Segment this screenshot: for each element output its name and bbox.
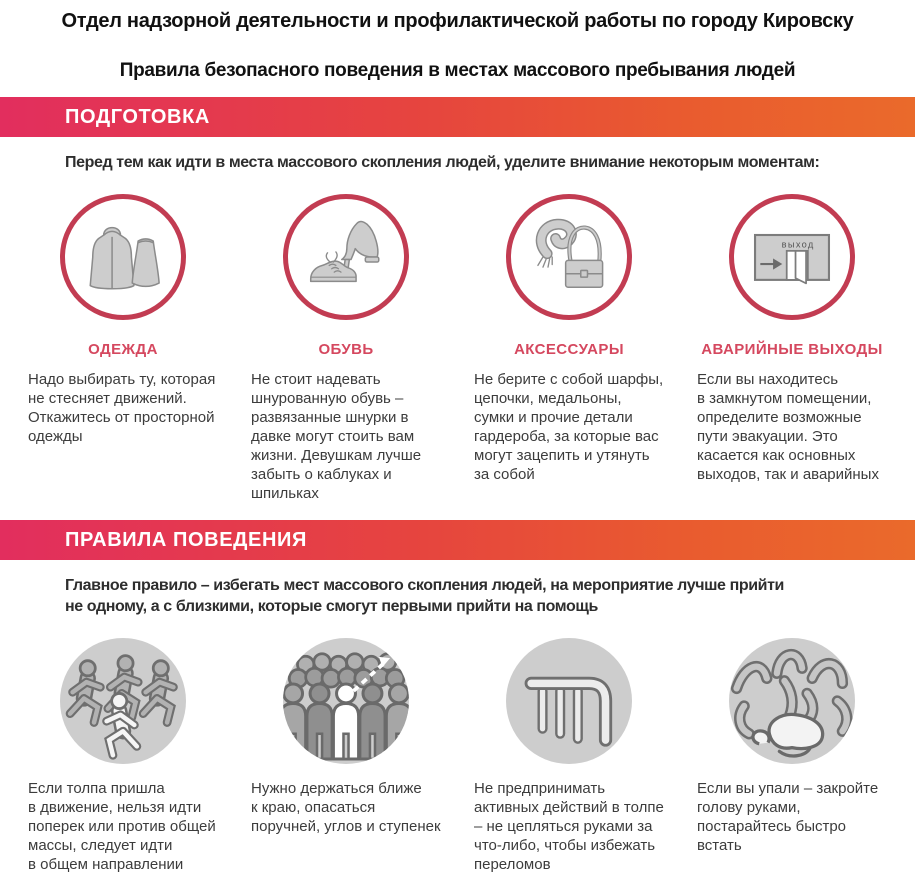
section2-intro-text: Главное правило – избегать мест массового скопления людей, на мероприятие лучше прийти не одному, а с близкими, которые смогут первыми прийти на помощь [65, 577, 784, 615]
page-subtitle: Правила безопасного поведения в местах массового пребывания людей [119, 60, 796, 81]
moving-crowd-text: Если толпа пришла в движение, нельзя идти поперек или против общей массы, следует идти в общем направлении [28, 779, 216, 873]
moving-crowd-icon [60, 638, 186, 764]
section1-cards [0, 194, 915, 503]
card-railing [474, 638, 664, 874]
railing-icon [506, 638, 632, 764]
exit-sign-text: выход [781, 239, 815, 250]
card-moving-crowd [28, 638, 218, 874]
fallen-person-circle [729, 638, 855, 764]
card-clothing [28, 194, 218, 503]
shoes-text: Не стоит надевать шнурованную обувь – развязанные шнурки в давке могут стоить вам жизни. Девушкам лучше забыть о каблуках и шпильках [251, 370, 422, 503]
emergency-exit-icon [748, 213, 836, 301]
shoes-label: ОБУВЬ [318, 340, 374, 358]
card-emergency-exits [697, 194, 887, 503]
emergency-exits-text: Если вы находитесь в замкнутом помещении, определите возможные пути эвакуации. Это касается как основных выходов, так и аварийных [697, 370, 879, 484]
section2-cards [0, 638, 915, 874]
clothing-icon [81, 215, 165, 299]
clothing-label: ОДЕЖДА [88, 340, 158, 358]
railing-text: Не предпринимать активных действий в толпе – не цепляться руками за что-либо, чтобы избежать переломов [474, 779, 664, 873]
card-fallen-person [697, 638, 887, 874]
section1-intro-text: Перед тем как идти в места массового скопления людей, уделите внимание некоторым моментам: [65, 154, 820, 171]
poster [0, 10, 915, 874]
accessories-circle [506, 194, 632, 320]
shoes-circle [283, 194, 409, 320]
page-title: Отдел надзорной деятельности и профилактической работы по городу Кировску [61, 10, 854, 32]
accessories-text: Не берите с собой шарфы, цепочки, медальоны, сумки и прочие детали гардероба, за которые вас могут зацепить и утянуть за собой [474, 370, 664, 484]
accessories-icon [527, 215, 611, 299]
section-banner-rules: ПРАВИЛА ПОВЕДЕНИЯ [0, 520, 915, 560]
accessories-label: АКСЕССУАРЫ [514, 340, 624, 358]
railing-circle [506, 638, 632, 764]
card-shoes [251, 194, 441, 503]
emergency-exits-circle [729, 194, 855, 320]
card-accessories [474, 194, 664, 503]
stay-near-edge-circle [283, 638, 409, 764]
emergency-exits-label: АВАРИЙНЫЕ ВЫХОДЫ [701, 340, 883, 358]
fallen-person-text: Если вы упали – закройте голову руками, постарайтесь быстро встать [697, 779, 879, 854]
shoes-icon [304, 215, 388, 299]
fallen-person-icon [729, 638, 855, 764]
stay-near-edge-icon [283, 638, 409, 764]
section-banner-preparation: ПОДГОТОВКА [0, 97, 915, 137]
clothing-circle [60, 194, 186, 320]
clothing-text: Надо выбирать ту, которая не стесняет движений. Откажитесь от просторной одежды [28, 370, 216, 445]
card-stay-near-edge [251, 638, 441, 874]
stay-near-edge-text: Нужно держаться ближе к краю, опасаться поручней, углов и ступенек [251, 779, 441, 835]
moving-crowd-circle [60, 638, 186, 764]
